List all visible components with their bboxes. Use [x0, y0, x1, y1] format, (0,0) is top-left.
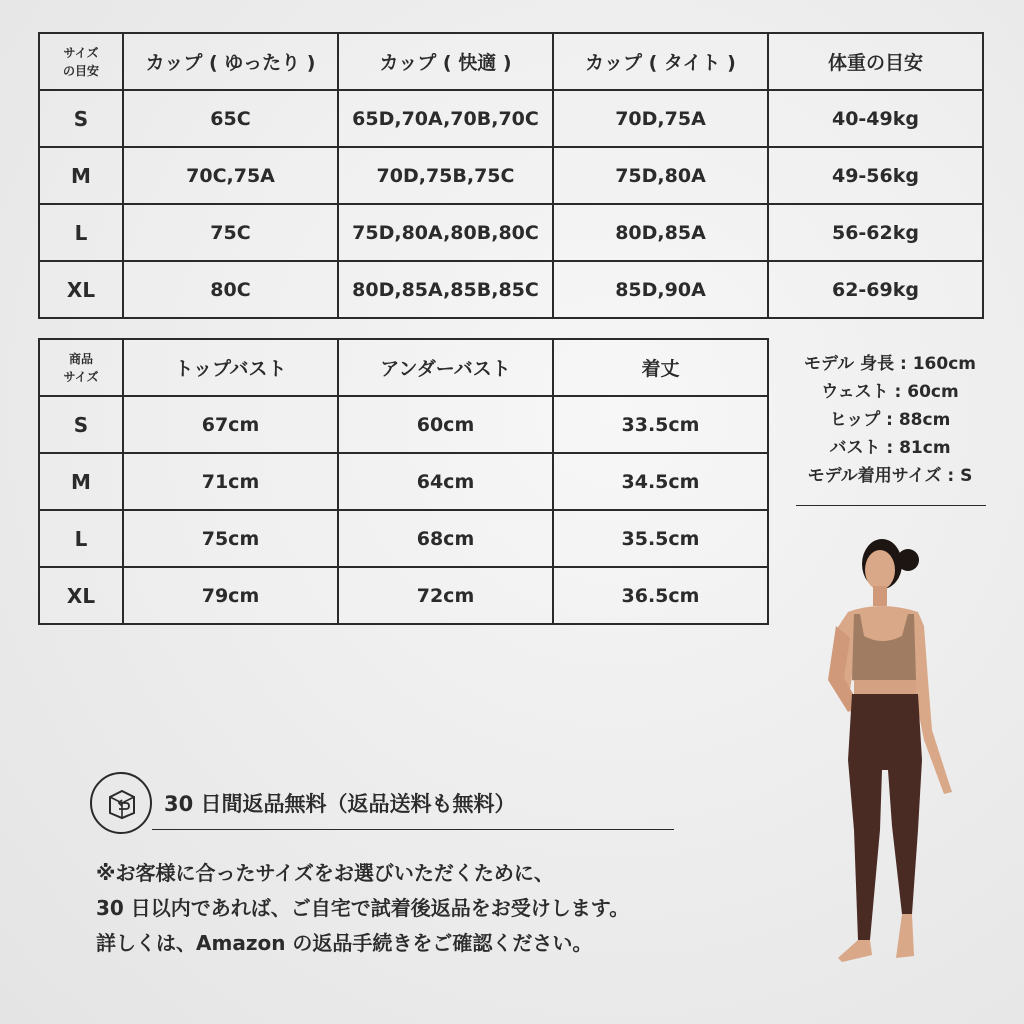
- table-row: [39, 510, 768, 567]
- model-worn-size: モデル着用サイズ : S: [807, 466, 973, 486]
- table-cell: 80C: [123, 261, 338, 318]
- table-cell: 75C: [123, 204, 338, 261]
- table-cell: 35.5cm: [553, 510, 768, 567]
- table-cell: 80D,85A: [553, 204, 768, 261]
- table-row: [39, 396, 768, 453]
- size-label: XL: [39, 261, 123, 318]
- column-header: カップ ( ゆったり ): [123, 33, 338, 90]
- product-size-table: [38, 338, 769, 625]
- table-cell: 36.5cm: [553, 567, 768, 624]
- table-header-row: [39, 339, 768, 396]
- corner-line-2: の目安: [62, 63, 99, 78]
- corner-line-2: サイズ: [63, 369, 99, 384]
- note-line: 詳しくは、Amazon の返品手続きをご確認ください。: [96, 931, 593, 955]
- table-cell: 33.5cm: [553, 396, 768, 453]
- note-line: ※お客様に合ったサイズをお選びいただくために、: [96, 861, 554, 885]
- model-waist: ウェスト : 60cm: [821, 382, 959, 402]
- column-header: カップ ( タイト ): [553, 33, 768, 90]
- size-label: S: [39, 396, 123, 453]
- table-cell: 68cm: [338, 510, 553, 567]
- table-cell: 85D,90A: [553, 261, 768, 318]
- model-height: モデル 身長 : 160cm: [804, 354, 976, 374]
- table-cell: 72cm: [338, 567, 553, 624]
- table-cell: 80D,85A,85B,85C: [338, 261, 553, 318]
- column-header: トップバスト: [123, 339, 338, 396]
- table-cell: 79cm: [123, 567, 338, 624]
- table-row: [39, 204, 983, 261]
- free-returns-title: 30 日間返品無料（返品送料も無料）: [164, 792, 516, 816]
- column-header: 体重の目安: [768, 33, 983, 90]
- table-cell: 75D,80A: [553, 147, 768, 204]
- return-box-icon: [90, 772, 152, 834]
- table-cell: 75D,80A,80B,80C: [338, 204, 553, 261]
- table-cell: 71cm: [123, 453, 338, 510]
- table-cell: 56-62kg: [768, 204, 983, 261]
- model-info: [790, 350, 990, 490]
- table-cell: 67cm: [123, 396, 338, 453]
- free-returns-banner: [90, 772, 590, 834]
- table-row: [39, 147, 983, 204]
- table-row: [39, 453, 768, 510]
- table-cell: 75cm: [123, 510, 338, 567]
- table-cell: 65C: [123, 90, 338, 147]
- model-bust: バスト : 81cm: [829, 438, 951, 458]
- table-row: [39, 90, 983, 147]
- table-cell: 34.5cm: [553, 453, 768, 510]
- size-label: L: [39, 510, 123, 567]
- column-header: カップ ( 快適 ): [338, 33, 553, 90]
- divider: [796, 505, 986, 506]
- table-cell: 40-49kg: [768, 90, 983, 147]
- table-cell: 70D,75A: [553, 90, 768, 147]
- table-corner-label: [39, 33, 123, 90]
- model-photo: [800, 530, 970, 980]
- returns-note: [96, 856, 629, 961]
- model-hip: ヒップ : 88cm: [829, 410, 951, 430]
- column-header: 着丈: [553, 339, 768, 396]
- size-label: L: [39, 204, 123, 261]
- cup-size-table: [38, 32, 984, 319]
- table-cell: 64cm: [338, 453, 553, 510]
- note-line: 30 日以内であれば、ご自宅で試着後返品をお受けします。: [96, 896, 630, 920]
- corner-line-1: 商品: [68, 351, 93, 366]
- size-label: M: [39, 147, 123, 204]
- table-cell: 60cm: [338, 396, 553, 453]
- divider: [152, 829, 674, 830]
- table-cell: 70D,75B,75C: [338, 147, 553, 204]
- column-header: アンダーバスト: [338, 339, 553, 396]
- size-label: M: [39, 453, 123, 510]
- table-cell: 65D,70A,70B,70C: [338, 90, 553, 147]
- table-cell: 49-56kg: [768, 147, 983, 204]
- table-header-row: [39, 33, 983, 90]
- table-corner-label: [39, 339, 123, 396]
- table-cell: 70C,75A: [123, 147, 338, 204]
- corner-line-1: サイズ: [63, 45, 99, 60]
- table-row: [39, 261, 983, 318]
- table-row: [39, 567, 768, 624]
- table-cell: 62-69kg: [768, 261, 983, 318]
- size-label: S: [39, 90, 123, 147]
- size-label: XL: [39, 567, 123, 624]
